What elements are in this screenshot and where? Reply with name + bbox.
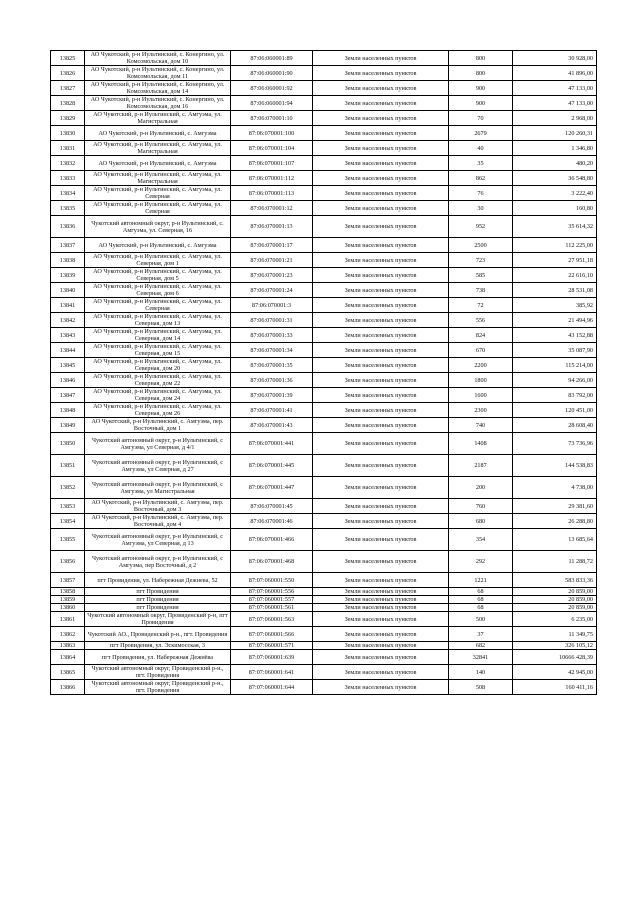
area-cell: 800 <box>449 66 513 81</box>
cadastral-value-cell: 2 968,00 <box>513 111 597 126</box>
table-row <box>51 238 597 253</box>
cadastral-number-cell: 87:07:060001:639 <box>231 650 313 665</box>
address-cell: Чукотский автономный округ, р-н Иультинский, с Амгуэма, пер Восточный, д 2 <box>85 551 231 573</box>
row-number: 13858 <box>51 588 85 596</box>
table-row <box>51 268 597 283</box>
area-cell: 900 <box>449 81 513 96</box>
cadastral-number-cell: 87:06:070001:3 <box>231 298 313 313</box>
land-plots-table <box>50 50 597 695</box>
area-cell: 70 <box>449 111 513 126</box>
table-row <box>51 81 597 96</box>
area-cell: 140 <box>449 665 513 680</box>
land-category-cell: Земли населенных пунктов <box>313 141 449 156</box>
cadastral-number-cell: 87:07:060001:563 <box>231 612 313 627</box>
cadastral-number-cell: 87:07:060001:571 <box>231 642 313 650</box>
land-category-cell: Земли населенных пунктов <box>313 418 449 433</box>
area-cell: 682 <box>449 642 513 650</box>
area-cell: 740 <box>449 418 513 433</box>
cadastral-number-cell: 87:06:070001:468 <box>231 551 313 573</box>
row-number: 13855 <box>51 529 85 551</box>
area-cell: 72 <box>449 298 513 313</box>
land-category-cell: Земли населенных пунктов <box>313 604 449 612</box>
table-row <box>51 253 597 268</box>
address-cell: АО Чукотский, р-н Иультинский, с. Конергино, ул. Комсомольская, дом 11 <box>85 66 231 81</box>
address-cell: АО Чукотский, р-н Иультинский, с. Амгуэма, ул. Магистральная <box>85 141 231 156</box>
land-category-cell: Земли населенных пунктов <box>313 588 449 596</box>
land-category-cell: Земли населенных пунктов <box>313 433 449 455</box>
land-category-cell: Земли населенных пунктов <box>313 477 449 499</box>
table-row <box>51 201 597 216</box>
cadastral-value-cell: 35 614,32 <box>513 216 597 238</box>
table-row <box>51 642 597 650</box>
table-row <box>51 573 597 588</box>
area-cell: 670 <box>449 343 513 358</box>
cadastral-value-cell: 4 738,00 <box>513 477 597 499</box>
cadastral-number-cell: 87:06:070001:24 <box>231 283 313 298</box>
area-cell: 354 <box>449 529 513 551</box>
table-row <box>51 680 597 695</box>
address-cell: АО Чукотский, р-н Иультинский, с. Амгуэма, ул. Северная, дом 22 <box>85 373 231 388</box>
row-number: 13856 <box>51 551 85 573</box>
cadastral-value-cell: 144 538,83 <box>513 455 597 477</box>
row-number: 13865 <box>51 665 85 680</box>
row-number: 13825 <box>51 51 85 66</box>
cadastral-value-cell: 20 859,00 <box>513 588 597 596</box>
cadastral-number-cell: 87:06:070001:445 <box>231 455 313 477</box>
table-row <box>51 373 597 388</box>
table-row <box>51 186 597 201</box>
cadastral-value-cell: 6 235,00 <box>513 612 597 627</box>
address-cell: Чукотский автономный округ, Провиденский р-н., пгт. Провидения <box>85 680 231 695</box>
table-row <box>51 126 597 141</box>
cadastral-number-cell: 87:06:070001:107 <box>231 156 313 171</box>
area-cell: 900 <box>449 96 513 111</box>
land-category-cell: Земли населенных пунктов <box>313 612 449 627</box>
table-row <box>51 433 597 455</box>
area-cell: 40 <box>449 141 513 156</box>
cadastral-number-cell: 87:06:060001:90 <box>231 66 313 81</box>
table-row <box>51 343 597 358</box>
table-row <box>51 156 597 171</box>
address-cell: пгт Провидения <box>85 596 231 604</box>
table-row <box>51 551 597 573</box>
table-row <box>51 403 597 418</box>
cadastral-number-cell: 87:06:070001:112 <box>231 171 313 186</box>
area-cell: 723 <box>449 253 513 268</box>
cadastral-number-cell: 87:06:060001:94 <box>231 96 313 111</box>
area-cell: 200 <box>449 477 513 499</box>
cadastral-value-cell: 3 222,40 <box>513 186 597 201</box>
address-cell: пгт Провидения <box>85 588 231 596</box>
address-cell: АО Чукотский, р-н Иультинский, с. Амгуэма, ул. Северная, дом 26 <box>85 403 231 418</box>
table-row <box>51 298 597 313</box>
row-number: 13832 <box>51 156 85 171</box>
row-number: 13833 <box>51 171 85 186</box>
row-number: 13848 <box>51 403 85 418</box>
area-cell: 37 <box>449 627 513 642</box>
cadastral-number-cell: 87:06:070001:12 <box>231 201 313 216</box>
address-cell: пгт Провидения, ул. Набережная Дежнева, 52 <box>85 573 231 588</box>
row-number: 13831 <box>51 141 85 156</box>
row-number: 13836 <box>51 216 85 238</box>
cadastral-value-cell: 1 346,80 <box>513 141 597 156</box>
address-cell: АО Чукотский, р-н Иультинский, с. Амгуэма, ул. Северная, дом 13 <box>85 313 231 328</box>
cadastral-value-cell: 20 859,00 <box>513 604 597 612</box>
cadastral-number-cell: 87:07:060001:566 <box>231 627 313 642</box>
cadastral-number-cell: 87:07:060001:550 <box>231 573 313 588</box>
cadastral-value-cell: 112 225,00 <box>513 238 597 253</box>
land-category-cell: Земли населенных пунктов <box>313 216 449 238</box>
land-category-cell: Земли населенных пунктов <box>313 328 449 343</box>
cadastral-number-cell: 87:06:070001:104 <box>231 141 313 156</box>
table-row <box>51 216 597 238</box>
area-cell: 2187 <box>449 455 513 477</box>
address-cell: АО Чукотский, р-н Иультинский, с. Амгуэма, ул. Северная, дом 15 <box>85 343 231 358</box>
land-category-cell: Земли населенных пунктов <box>313 111 449 126</box>
row-number: 13860 <box>51 604 85 612</box>
cadastral-value-cell: 115 214,00 <box>513 358 597 373</box>
table-row <box>51 283 597 298</box>
table-row <box>51 171 597 186</box>
address-cell: АО Чукотский, р-н Иультинский, с. Амгуэма, пер. Восточный, дом 1 <box>85 418 231 433</box>
address-cell: пгт Провидения <box>85 604 231 612</box>
area-cell: 68 <box>449 596 513 604</box>
row-number: 13853 <box>51 499 85 514</box>
address-cell: Чукотский автономный округ, Провиденский р-н., пгт. Провидения <box>85 665 231 680</box>
cadastral-value-cell: 120 260,31 <box>513 126 597 141</box>
area-cell: 35 <box>449 156 513 171</box>
row-number: 13859 <box>51 596 85 604</box>
cadastral-number-cell: 87:06:070001:447 <box>231 477 313 499</box>
address-cell: АО Чукотский, р-н Иультинский, с. Амгуэма <box>85 126 231 141</box>
land-category-cell: Земли населенных пунктов <box>313 627 449 642</box>
cadastral-value-cell: 160,80 <box>513 201 597 216</box>
area-cell: 680 <box>449 514 513 529</box>
address-cell: АО Чукотский, р-н Иультинский, с. Амгуэма, ул. Северная, дом 24 <box>85 388 231 403</box>
table-row <box>51 665 597 680</box>
land-category-cell: Земли населенных пунктов <box>313 514 449 529</box>
address-cell: Чукотский автономный округ, р-н Иультинский, с Амгуэма, ул Магистральная <box>85 477 231 499</box>
land-category-cell: Земли населенных пунктов <box>313 373 449 388</box>
document-page <box>50 50 596 695</box>
cadastral-number-cell: 87:06:070001:23 <box>231 268 313 283</box>
row-number: 13861 <box>51 612 85 627</box>
table-row <box>51 596 597 604</box>
area-cell: 1800 <box>449 373 513 388</box>
cadastral-value-cell: 10666 428,39 <box>513 650 597 665</box>
area-cell: 824 <box>449 328 513 343</box>
table-row <box>51 96 597 111</box>
cadastral-number-cell: 87:06:070001:31 <box>231 313 313 328</box>
area-cell: 738 <box>449 283 513 298</box>
land-category-cell: Земли населенных пунктов <box>313 253 449 268</box>
row-number: 13845 <box>51 358 85 373</box>
area-cell: 30 <box>449 201 513 216</box>
cadastral-value-cell: 29 381,60 <box>513 499 597 514</box>
area-cell: 68 <box>449 604 513 612</box>
cadastral-number-cell: 87:06:070001:36 <box>231 373 313 388</box>
row-number: 13840 <box>51 283 85 298</box>
cadastral-number-cell: 87:06:070001:41 <box>231 403 313 418</box>
row-number: 13834 <box>51 186 85 201</box>
row-number: 13847 <box>51 388 85 403</box>
address-cell: Чукотский АО., Провиденский р-н., пгт. Провидения <box>85 627 231 642</box>
address-cell: пгт Провидения, ул. Эскимосская, 3 <box>85 642 231 650</box>
land-category-cell: Земли населенных пунктов <box>313 156 449 171</box>
cadastral-value-cell: 36 548,80 <box>513 171 597 186</box>
cadastral-number-cell: 87:06:070001:34 <box>231 343 313 358</box>
cadastral-number-cell: 87:06:070001:39 <box>231 388 313 403</box>
cadastral-value-cell: 83 792,00 <box>513 388 597 403</box>
cadastral-value-cell: 326 105,12 <box>513 642 597 650</box>
cadastral-value-cell: 27 951,18 <box>513 253 597 268</box>
cadastral-number-cell: 87:06:070001:43 <box>231 418 313 433</box>
address-cell: АО Чукотский, р-н Иультинский, с. Конергино, ул. Комсомольская, дом 14 <box>85 81 231 96</box>
cadastral-number-cell: 87:06:070001:100 <box>231 126 313 141</box>
row-number: 13826 <box>51 66 85 81</box>
land-category-cell: Земли населенных пунктов <box>313 186 449 201</box>
cadastral-value-cell: 35 087,90 <box>513 343 597 358</box>
cadastral-value-cell: 28 531,08 <box>513 283 597 298</box>
area-cell: 2500 <box>449 238 513 253</box>
table-row <box>51 514 597 529</box>
row-number: 13866 <box>51 680 85 695</box>
cadastral-value-cell: 42 945,00 <box>513 665 597 680</box>
land-category-cell: Земли населенных пунктов <box>313 403 449 418</box>
land-category-cell: Земли населенных пунктов <box>313 96 449 111</box>
address-cell: АО Чукотский, р-н Иультинский, с. Амгуэма, ул. Северная, дом 20 <box>85 358 231 373</box>
table-row <box>51 650 597 665</box>
cadastral-value-cell: 385,92 <box>513 298 597 313</box>
cadastral-value-cell: 11 288,72 <box>513 551 597 573</box>
table-row <box>51 418 597 433</box>
cadastral-value-cell: 26 288,80 <box>513 514 597 529</box>
cadastral-number-cell: 87:06:070001:441 <box>231 433 313 455</box>
area-cell: 760 <box>449 499 513 514</box>
row-number: 13839 <box>51 268 85 283</box>
address-cell: АО Чукотский, р-н Иультинский, с. Амгуэма, ул. Северная, дом 6 <box>85 283 231 298</box>
area-cell: 1408 <box>449 433 513 455</box>
address-cell: Чукотский автономный округ, р-н Иультинский, с. Амгуэма, ул. Северная, 16 <box>85 216 231 238</box>
land-category-cell: Земли населенных пунктов <box>313 51 449 66</box>
table-row <box>51 627 597 642</box>
table-row <box>51 612 597 627</box>
table-row <box>51 588 597 596</box>
row-number: 13835 <box>51 201 85 216</box>
area-cell: 556 <box>449 313 513 328</box>
land-category-cell: Земли населенных пунктов <box>313 268 449 283</box>
cadastral-number-cell: 87:06:070001:17 <box>231 238 313 253</box>
land-category-cell: Земли населенных пунктов <box>313 238 449 253</box>
row-number: 13827 <box>51 81 85 96</box>
cadastral-value-cell: 41 896,00 <box>513 66 597 81</box>
row-number: 13851 <box>51 455 85 477</box>
address-cell: АО Чукотский, р-н Иультинский, с. Амгуэма <box>85 156 231 171</box>
address-cell: АО Чукотский, р-н Иультинский, с. Конергино, ул. Комсомольская, дом 16 <box>85 96 231 111</box>
table-row <box>51 141 597 156</box>
cadastral-number-cell: 87:07:060001:561 <box>231 604 313 612</box>
row-number: 13844 <box>51 343 85 358</box>
cadastral-number-cell: 87:06:070001:21 <box>231 253 313 268</box>
land-category-cell: Земли населенных пунктов <box>313 201 449 216</box>
table-row <box>51 388 597 403</box>
table-row <box>51 604 597 612</box>
cadastral-value-cell: 22 616,10 <box>513 268 597 283</box>
row-number: 13829 <box>51 111 85 126</box>
area-cell: 76 <box>449 186 513 201</box>
row-number: 13846 <box>51 373 85 388</box>
land-category-cell: Земли населенных пунктов <box>313 455 449 477</box>
table-row <box>51 455 597 477</box>
address-cell: АО Чукотский, р-н Иультинский, с. Амгуэма <box>85 238 231 253</box>
area-cell: 32841 <box>449 650 513 665</box>
cadastral-value-cell: 480,20 <box>513 156 597 171</box>
land-category-cell: Земли населенных пунктов <box>313 665 449 680</box>
cadastral-number-cell: 87:06:070001:46 <box>231 514 313 529</box>
land-category-cell: Земли населенных пунктов <box>313 358 449 373</box>
cadastral-value-cell: 73 736,96 <box>513 433 597 455</box>
cadastral-number-cell: 87:07:060001:556 <box>231 588 313 596</box>
cadastral-value-cell: 21 494,96 <box>513 313 597 328</box>
address-cell: АО Чукотский, р-н Иультинский, с. Амгуэма, ул. Северная, дом 1 <box>85 253 231 268</box>
address-cell: Чукотский автономный округ, Провиденский р-н, пгт Провидения <box>85 612 231 627</box>
address-cell: АО Чукотский, р-н Иультинский, с. Конергино, ул. Комсомольская, дом 10 <box>85 51 231 66</box>
cadastral-number-cell: 87:06:060001:92 <box>231 81 313 96</box>
address-cell: АО Чукотский, р-н Иультинский, с. Амгуэма, ул. Северная <box>85 186 231 201</box>
cadastral-number-cell: 87:06:070001:45 <box>231 499 313 514</box>
address-cell: пгт Провидения, ул. Набережная Дежнёва <box>85 650 231 665</box>
land-category-cell: Земли населенных пунктов <box>313 499 449 514</box>
table-body <box>51 51 597 695</box>
cadastral-value-cell: 47 133,00 <box>513 81 597 96</box>
cadastral-value-cell: 43 152,88 <box>513 328 597 343</box>
cadastral-value-cell: 94 266,00 <box>513 373 597 388</box>
area-cell: 952 <box>449 216 513 238</box>
cadastral-value-cell: 47 133,00 <box>513 96 597 111</box>
table-row <box>51 51 597 66</box>
address-cell: Чукотский автономный округ, р-н Иультинский, с Амгуэма, ул Северная, д 13 <box>85 529 231 551</box>
address-cell: Чукотский автономный округ, р-н Иультинский, с Амгуэма, ул Северная, д 27 <box>85 455 231 477</box>
address-cell: АО Чукотский, р-н Иультинский, с. Амгуэма, ул. Северная <box>85 298 231 313</box>
cadastral-number-cell: 87:07:060001:644 <box>231 680 313 695</box>
cadastral-number-cell: 87:06:070001:113 <box>231 186 313 201</box>
land-category-cell: Земли населенных пунктов <box>313 642 449 650</box>
land-category-cell: Земли населенных пунктов <box>313 81 449 96</box>
land-category-cell: Земли населенных пунктов <box>313 529 449 551</box>
area-cell: 508 <box>449 680 513 695</box>
table-row <box>51 529 597 551</box>
land-category-cell: Земли населенных пунктов <box>313 650 449 665</box>
area-cell: 1600 <box>449 388 513 403</box>
row-number: 13837 <box>51 238 85 253</box>
area-cell: 2200 <box>449 358 513 373</box>
row-number: 13852 <box>51 477 85 499</box>
land-category-cell: Земли населенных пунктов <box>313 313 449 328</box>
cadastral-number-cell: 87:06:070001:13 <box>231 216 313 238</box>
row-number: 13828 <box>51 96 85 111</box>
row-number: 13864 <box>51 650 85 665</box>
row-number: 13857 <box>51 573 85 588</box>
land-category-cell: Земли населенных пунктов <box>313 680 449 695</box>
land-category-cell: Земли населенных пунктов <box>313 283 449 298</box>
land-category-cell: Земли населенных пунктов <box>313 343 449 358</box>
address-cell: Чукотский автономный округ, р-н Иультинский, с Амгуэма, ул Северная, д 4/1 <box>85 433 231 455</box>
land-category-cell: Земли населенных пунктов <box>313 573 449 588</box>
address-cell: АО Чукотский, р-н Иультинский, с. Амгуэма, пер. Восточный, дом 4 <box>85 514 231 529</box>
row-number: 13838 <box>51 253 85 268</box>
cadastral-number-cell: 87:06:060001:89 <box>231 51 313 66</box>
table-row <box>51 477 597 499</box>
table-row <box>51 66 597 81</box>
area-cell: 862 <box>449 171 513 186</box>
address-cell: АО Чукотский, р-н Иультинский, с. Амгуэма, ул. Магистральная <box>85 111 231 126</box>
table-row <box>51 499 597 514</box>
area-cell: 2679 <box>449 126 513 141</box>
address-cell: АО Чукотский, р-н Иультинский, с. Амгуэма, ул. Северная <box>85 201 231 216</box>
cadastral-number-cell: 87:07:060001:557 <box>231 596 313 604</box>
area-cell: 585 <box>449 268 513 283</box>
cadastral-value-cell: 20 859,00 <box>513 596 597 604</box>
table-row <box>51 313 597 328</box>
cadastral-number-cell: 87:06:070001:10 <box>231 111 313 126</box>
address-cell: АО Чукотский, р-н Иультинский, с. Амгуэма, ул. Северная, дом 5 <box>85 268 231 283</box>
cadastral-number-cell: 87:06:070001:35 <box>231 358 313 373</box>
area-cell: 1221 <box>449 573 513 588</box>
land-category-cell: Земли населенных пунктов <box>313 596 449 604</box>
row-number: 13854 <box>51 514 85 529</box>
land-category-cell: Земли населенных пунктов <box>313 298 449 313</box>
cadastral-value-cell: 583 833,36 <box>513 573 597 588</box>
row-number: 13863 <box>51 642 85 650</box>
row-number: 13841 <box>51 298 85 313</box>
land-category-cell: Земли населенных пунктов <box>313 551 449 573</box>
table-row <box>51 358 597 373</box>
cadastral-value-cell: 13 685,64 <box>513 529 597 551</box>
land-category-cell: Земли населенных пунктов <box>313 66 449 81</box>
land-category-cell: Земли населенных пунктов <box>313 126 449 141</box>
cadastral-number-cell: 87:06:070001:33 <box>231 328 313 343</box>
row-number: 13842 <box>51 313 85 328</box>
cadastral-number-cell: 87:07:060001:641 <box>231 665 313 680</box>
address-cell: АО Чукотский, р-н Иультинский, с. Амгуэма, ул. Магистральная <box>85 171 231 186</box>
area-cell: 68 <box>449 588 513 596</box>
area-cell: 292 <box>449 551 513 573</box>
cadastral-value-cell: 28 608,40 <box>513 418 597 433</box>
land-category-cell: Земли населенных пунктов <box>313 388 449 403</box>
cadastral-value-cell: 11 349,75 <box>513 627 597 642</box>
row-number: 13830 <box>51 126 85 141</box>
cadastral-number-cell: 87:06:070001:466 <box>231 529 313 551</box>
cadastral-value-cell: 160 411,16 <box>513 680 597 695</box>
address-cell: АО Чукотский, р-н Иультинский, с. Амгуэма, ул. Северная, дом 14 <box>85 328 231 343</box>
row-number: 13843 <box>51 328 85 343</box>
cadastral-value-cell: 30 928,00 <box>513 51 597 66</box>
area-cell: 800 <box>449 51 513 66</box>
area-cell: 500 <box>449 612 513 627</box>
table-row <box>51 328 597 343</box>
row-number: 13862 <box>51 627 85 642</box>
table-row <box>51 111 597 126</box>
row-number: 13849 <box>51 418 85 433</box>
cadastral-value-cell: 120 451,00 <box>513 403 597 418</box>
address-cell: АО Чукотский, р-н Иультинский, с. Амгуэма, пер. Восточный, дом 3 <box>85 499 231 514</box>
land-category-cell: Земли населенных пунктов <box>313 171 449 186</box>
row-number: 13850 <box>51 433 85 455</box>
area-cell: 2300 <box>449 403 513 418</box>
